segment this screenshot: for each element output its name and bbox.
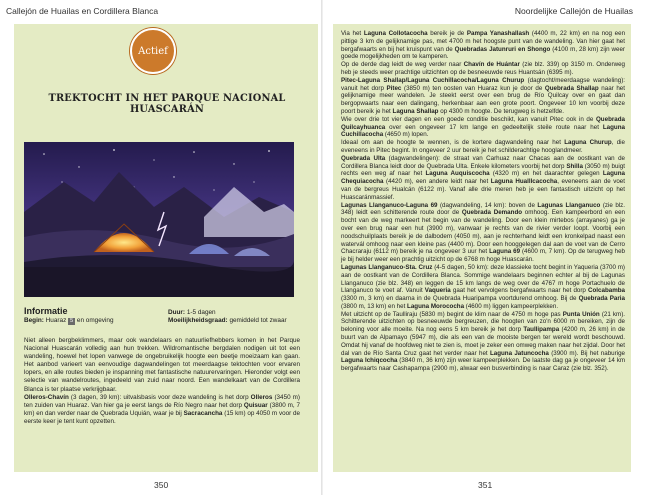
place-name: Quisuar [243,401,268,409]
route-text: (4320 m) en het daarachter gelegen [489,170,603,178]
duur-label: Duur: [168,309,186,316]
place-name: Quebrada Quilcayhuanca [341,115,625,131]
route-text: Via het [341,30,364,37]
route-text: (4200 m, 26 km) in de buurt van de Alpamayo (5947 m), die als een van de mooiste bergen ter wereld wordt beschouwd. Omdat hij vanaf de hoofdweg niet te zien is, moet je zeker een omweg maken naar het zijdal. Door het dal van de Río Santa Cruz gaat het verder naar het [341,326,625,357]
place-name: Shilla [566,162,583,170]
left-body-text [24,337,300,426]
place-name: Laguna Auquiscocha [425,170,490,178]
place-name: Laguna Shallap [392,107,439,115]
right-running-header: Noordelijke Callejón de Huailas [514,6,633,16]
place-name: Pitec [386,84,402,92]
section-title: TREKTOCHT IN HET PARQUE NACIONAL HUASCARÁN [48,93,286,115]
olleros-paragraph [24,394,300,426]
place-name: Laguna Hualllcacocha [490,178,558,186]
place-name: Laguna Jatuncocha [489,349,549,357]
route-paragraph [341,202,625,264]
right-page-number: 351 [478,480,493,490]
route-text: (4600 m, 7 km). Op de terugweg heb je bij helder weer een prachtig uitzicht op de 6768 m hoge Huascarán. [341,248,626,264]
route-paragraph [341,30,625,61]
moeilijkheid-label: Moeilijkheidsgraad: [168,317,228,324]
route-text: (3840 m, 36 km) zijn weer kampeerplekken. De laatste dag ga je ongeveer 14 km bergafwaarts naar Cashapampa (2900 m), alwaar een busverbinding is naar Caraz (zie blz. 352). [341,357,626,373]
place-name: Quebradas Jatunruri en Shongo [454,45,551,53]
route-text: Ideaal om aan de hoogte te wennen, is de kortere dagwandeling naar het [341,139,565,147]
route-text: naar het gelijknamige meer wandelen. Je steekt eerst over een brug de Río Quilcay over en gaat dan bergopwaarts naar een dalingang, herkenbaar aan een grote poort. Ongeveer 10 km voorbij deze poort bereik je het [341,84,625,115]
info-moeilijkheid [168,317,287,325]
route-text: (4420 m), een andere leidt naar het [383,178,491,186]
place-name: Quebrada Paria [578,295,625,303]
route-text: (4600 m) liggen kampeerplekken. [464,302,559,310]
route-text: (4-5 dagen, 50 km): deze klassieke tocht begint in Yaqueria (3700 m) aan de oostkant van de Cordillera Blanca. Sommige wandelaars beginnen echter al bij de Lagunas Llanganuco (zie blz. 348) en leggen de 15 km langs de weg over de 4767 m hoge Portachuelo de Llanganuco te voet af. Vanuit [341,263,626,295]
route-text: (zie blz. 348) leidt een schitterende route door de [341,201,626,217]
route-text: op 4300 m hoogte. De terugweg is hetzelfde. [438,107,564,115]
route-text: (4650 m) lopen. [383,131,429,139]
route-text: (3 dagen, 39 km): uitvalsbasis voor deze wandeling is het dorp [68,393,251,401]
place-name: Lagunas Llanganuco [537,201,601,209]
left-running-header: Callejón de Huailas en Cordillera Blanca [6,6,159,16]
route-text: gaat het vervolgens bergafwaarts naar het dorp [450,287,589,295]
route-text: , eveneens aan de voet van de bergreus Hualcán (6122 m). Vanaf alle drie meren heb je een fantastisch uitzicht op het Huascaránmassief. [341,178,625,201]
begin-rest: en omgeving [76,317,114,324]
place-name: Olleros [250,393,273,401]
route-text: (dagtocht/meerdaagse wandeling): vanuit het dorp [341,76,625,92]
info-begin [24,317,114,325]
place-name: Pampa Yanashallash [466,30,530,37]
begin-label: Begin: [24,317,44,324]
place-name: Laguna 69 [489,248,521,256]
map-grid-tag: 5 [70,318,74,324]
place-name: Punta Unión [562,310,600,318]
route-text: Wie over drie tot vier dagen en een goede conditie beschikt, kan vanuit Pitec ook in de [341,115,596,123]
route-text: (15 km) op 4050 m voor de eerste keer je tent kunt opzetten. [24,409,300,425]
route-text: (3800 m, 7 km) en dan verder naar de Quebrada Uquián, waar je bij [24,401,301,417]
place-name: Taullipampa [523,326,560,334]
route-paragraph [341,116,625,139]
route-paragraph [341,311,625,373]
route-text: over een ongeveer 17 km lange en gedeeltelijk steile route naar het [385,123,603,131]
place-name: Quebrada Demando [461,209,523,217]
route-text: Op de derde dag leidt de weg verder naar [341,61,464,69]
place-name: Laguna Ichiqcocha [341,357,398,365]
info-duur [168,309,216,317]
route-text: (3050 m) buigt rechts een weg af naar het [341,162,625,178]
route-paragraph [341,61,625,77]
place-name: Lagunas Llanganuco-Sta. Cruz [341,263,433,271]
route-paragraph [341,77,625,116]
route-text: omhoog. Een kampeerbord en een bocht van de weg markeert het begin van de wandeling. Door een klein mirtebos (arrayanes) ga je over een brug naar een hut (3900 m), vanwaar je rechts van de rivier verder loopt. Voorbij een noodschuilplaats bereik je de dalbodem (4050 m), aan je rechterhand leidt een kronkelpad naast een watervál omhoog naar een kleine pas (4400 m). Door een hooggelegen dal aan de voet van de Cerro Chacraraju (6112 m) bereik je na ongeveer 3 uur het [341,209,626,256]
right-page [323,0,645,495]
place-name: Quebrada Shallap [544,84,599,92]
route-text: (zie blz. 339) op 3150 m. Onderweg heb je steeds weer prachtige uitzichten op de besneeuwde reus Huantsán (6395 m). [341,61,625,76]
place-name: Colcabamba [588,287,625,295]
route-text: (4100 m, 28 km) zijn weer goede mogelijkheden om te kamperen. [341,45,625,61]
route-text: (4400 m, 22 km) en na nog een pittige 3 km de gelijknamige pas, met 4700 m het hoogste punt van de wandeling. Van hier gaat het bergafwaarts en bij het kruispunt van de [341,30,626,53]
right-body-text [341,30,625,373]
route-text: (3300 m, 3 km) en daarna in de Quebrada Huaripampa voortdurend omhoog. Bij de [341,295,579,303]
place-name: Laguna Morococha [407,302,465,310]
route-paragraph [341,139,625,155]
activity-badge: Actief [130,28,176,74]
route-text: Met uitzicht op de Taulliraju (5830 m) begint de klim naar de 4750 m hoge pas [341,310,563,318]
place-name: Laguna Cuchillacocha [341,123,625,139]
intro-paragraph: Niet alleen bergbeklimmers, maar ook wandelaars en natuurliefhebbers komen in het Parque Nacional Huascarán volledig aan hun trekken. Wildromantische bergdalen nodigen uit tot een wandeling, hoewel het lopen vanwege de ongebruikelijk hoogte een beetje moeizaam kan gaan. Het aanbod varieert van eenvoudige dagwandelingen tot meerdaagse tektochten voor ervaren lopers, en alle routes bieden je inspanning met fantastische natuurervaringen. Hieronder volgt een selectie van wandelroutes, ingedeeld van zuid naar noord. Een wandelkaart van de Cordillera Blanca is ter plaatse verkrijgbaar. [24,337,300,393]
route-text: (3800 m, 13 km) en het [341,302,408,310]
place-name: Pitec-Laguna Shallap/Laguna Cuchillacocha/Laguna Churup [341,76,525,84]
route-text: (21 km). Schitterende uitzichten op besneeuwde bergreuzen, die hoogten van zo'n 6000 m bereiken, zijn de beloning voor alle moeite. Na nog eens 5 km bereik je het dorp [341,310,625,334]
route-text: (3450 m) ten zuiden van Huaraz. Van hier ga je eerst langs de Río Negro naar het dorp [24,393,300,409]
place-name: Laguna Churup [564,139,612,147]
route-paragraph [341,155,625,202]
route-paragraph [341,264,625,311]
camping-photo [24,142,294,297]
moeilijkheid-value: gemiddeld tot zwaar [229,317,287,324]
route-text: bereik je de [427,30,467,37]
place-name: Chavín de Huántar [463,61,520,69]
left-page-number: 350 [154,480,169,490]
place-name: Vaqueria [424,287,451,295]
route-text: (3900 m). Bij het naburige [548,349,625,357]
place-name: Quebrada Ulta [341,154,386,162]
route-text: (3850 m) ten oosten van Huaraz kun je door de [401,84,545,92]
begin-value: Huaraz [45,317,67,324]
route-name: Olleros-Chavín [24,393,69,401]
route-text: (dagwandeling, 14 km): boven de [437,201,538,209]
place-name: Sacracancha [183,409,223,417]
route-text: , die eveneens in Pitec begint. In ongeveer 2 uur bereik je het schilderachtige hooglandmeer. [341,139,625,154]
route-text: (dagwandelingen): de straat van Carhuaz naar Chacas aan de oostkant van de Cordillera Blanca leidt door de Quebrada Ulta. Enkele kilometers voorbij het dorp [341,154,625,170]
place-name: Laguna Collotacocha [363,30,428,37]
duur-value: 1-5 dagen [186,309,216,316]
place-name: Laguna Chequiacocha [341,170,625,186]
left-page [0,0,322,495]
info-heading: Informatie [24,306,68,316]
place-name: Lagunas Llanganuco-Laguna 69 [341,201,438,209]
